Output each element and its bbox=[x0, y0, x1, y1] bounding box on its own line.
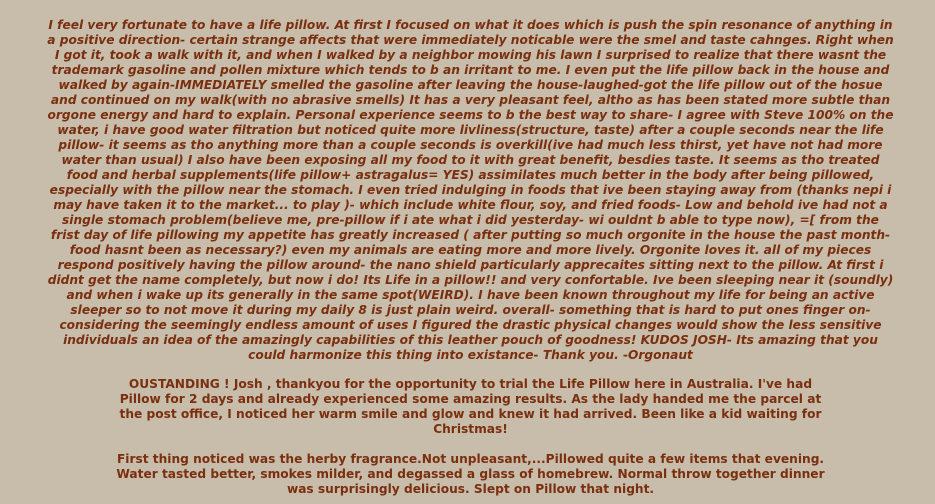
testimonial-orgonaut: I feel very fortunate to have a life pillow. At first I focused on what it does which is push the spin resonance of anything in a positive direction- certain strange affects that were immediately noticable were the smel and taste cahnges. Right when I got it, took a walk with it, and when I walked by a neighbor mowing his lawn I surprised to realize that there wasnt the trademark gasoline and pollen mixture which tends to b an irritant to me. I even put the life pillow back in the house and walked by again-IMMEDIATELY smelled the gasoline after leaving the house-laughed-got the life pillow out of the hosue and continued on my walk(with no abrasive smells) It has a very pleasant feel, altho as has been stated more subtle than orgone energy and hard to explain. Personal experience seems to b the best way to share- I agree with Steve 100% on the water, i have good water filtration but noticed quite more livliness(structure, taste) after a couple seconds near the life pillow- it seems as tho anything more than a couple seconds is overkill(ive had much less thirst, yet have not had more water than usual) I also have been exposing all my food to it with great benefit, besdies taste. It seems as tho treated food and herbal supplements(life pillow+ astragalus= YES) assimilates much better in the body after being pillowed, especially with the pillow near the stomach. I even tried indulging in foods that ive been staying away from (thanks nepi i may have taken it to the market... to play )- which include white flour, soy, and fried foods- Low and behold ive had not a single stomach problem(believe me, pre-pillow if i ate what i did yesterday- wi ouldnt b able to type now), =[ from the frist day of life pillowing my appetite has greatly increased ( after putting so much orgonite in the house the past month- food hasnt been as necessary?) even my animals are eating more and more lively. Orgonite loves it. all of my pieces respond positively having the pillow around- the nano shield particularly apprecaites sitting next to the pillow. At first i didnt get the name completely, but now i do! Its Life in a pillow!! and very confortable. Ive been sleeping near it (soundly) and when i wake up its generally in the same spot(WEIRD). I have been known throughout my life for being an active sleeper so to not move it during my daily 8 is just plain weird. overall- something that is hard to put ones finger on- considering the seemingly endless amount of uses I figured the drastic physical changes would show the less sensitive individuals an idea of the amazingly capabilities of this leather pouch of goodness! KUDOS JOSH- Its amazing that you could harmonize this thing into existance- Thank you. -Orgonaut bbox=[47, 18, 894, 362]
testimonial-australia bbox=[111, 377, 831, 497]
testimonial-paragraph: First thing noticed was the herby fragrance.Not unpleasant,...Pillowed quite a few items that evening. Water tasted better, smokes milder, and degassed a glass of homebrew. Normal throw together dinner was surprisingly delicious. Slept on Pillow that night. bbox=[116, 452, 825, 496]
testimonial-paragraph: OUSTANDING ! Josh , thankyou for the opportunity to trial the Life Pillow here in Australia. I've had Pillow for 2 days and already experienced some amazing results. As the lady handed me the parcel at the post office, I noticed her warm smile and glow and knew it had arrived. Been like a kid waiting for Christmas! bbox=[119, 377, 822, 436]
